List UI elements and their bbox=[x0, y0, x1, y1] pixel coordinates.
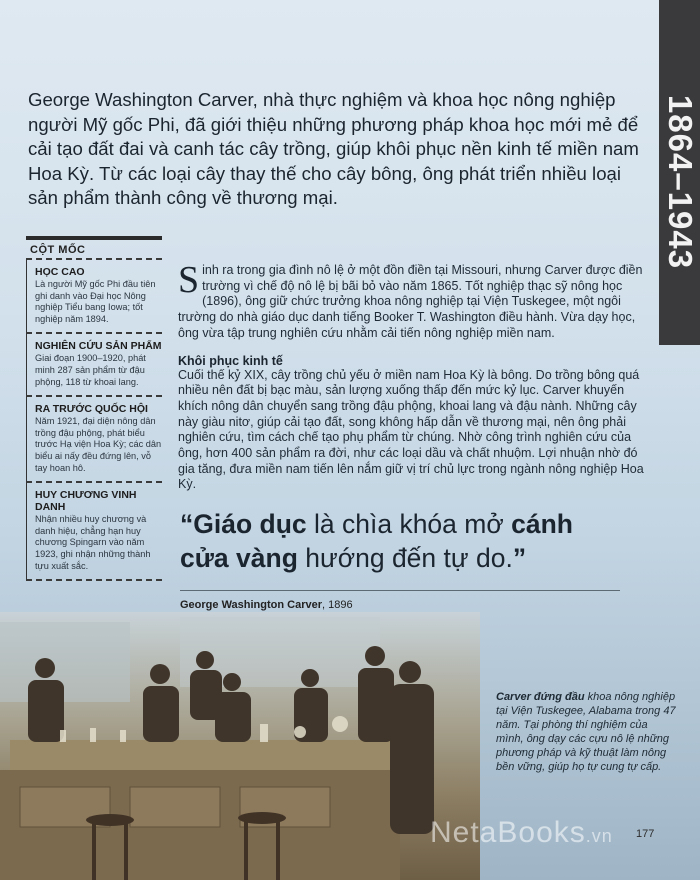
years-label: 1864–1943 bbox=[661, 94, 699, 270]
caption-lead: Carver đứng đầu bbox=[496, 691, 585, 703]
sidebar-heading: CỘT MỐC bbox=[30, 244, 86, 256]
drop-cap: S bbox=[178, 259, 200, 301]
body-paragraph-1 bbox=[178, 259, 648, 342]
milestone-text: Năm 1921, đại diện nông dân trồng đậu phộng, phát biểu trước Hạ viện Hoa Kỳ; các dân biểu ai nấy đều đứng lên, vỗ tay hoan hô. bbox=[35, 416, 162, 473]
body-text-1: inh ra trong gia đình nô lệ ở một đồn điền tại Missouri, nhưng Carver được điền trường vì chế độ nô lệ bị bãi bỏ vào năm 1865. Tốt nghiệp thạc sỹ nông học (1896), ông giữ chức trưởng khoa nông nghiệp tại Viện Tuskegee, một ngôi trường do nhà giáo dục danh tiếng Booker T. Washington điều hành. Vừa dạy học, ông vừa tập trung nghiên cứu nhằm cải tiến nông nghiệp miền nam. bbox=[178, 263, 643, 340]
milestone-item bbox=[26, 332, 162, 395]
milestones-sidebar bbox=[26, 236, 162, 581]
photo-caption bbox=[496, 690, 676, 774]
quote-emphasis-2: cánh cửa vàng bbox=[180, 509, 573, 573]
quote-divider bbox=[180, 590, 620, 591]
milestone-item bbox=[26, 258, 162, 332]
milestone-text: Là người Mỹ gốc Phi đầu tiên ghi danh vào Đại học Nông nghiệp Tiểu bang Iowa; tốt nghiệp năm 1894. bbox=[35, 279, 156, 324]
years-tab bbox=[659, 0, 700, 345]
milestone-title: NGHIÊN CỨU SẢN PHẨM bbox=[35, 340, 162, 353]
body-column bbox=[178, 259, 648, 493]
watermark-suffix: .vn bbox=[585, 826, 613, 846]
quote-emphasis-1: Giáo dục bbox=[193, 509, 307, 539]
quote-text-2: hướng đến tự do. bbox=[297, 543, 513, 573]
quote-year: , 1896 bbox=[322, 599, 353, 611]
quote-author: George Washington Carver bbox=[180, 599, 323, 611]
quote-text-1: là chìa khóa mở bbox=[306, 509, 512, 539]
milestone-text: Nhận nhiều huy chương và danh hiệu, chẳng hạn huy chương Spingarn vào năm 1923, ghi nhận những thành tựu xuất sắc. bbox=[35, 514, 151, 571]
intro-paragraph: George Washington Carver, nhà thực nghiệm và khoa học nông nghiệp người Mỹ gốc Phi, đã giới thiệu những phương pháp khoa học mới mẻ để cải tạo đất đai và canh tác cây trồng, giúp khôi phục nền kinh tế miền nam Hoa Kỳ. Từ các loại cây thay thế cho cây bông, ông phát triển nhiều loại sản phẩm thành công về thương mại. bbox=[28, 89, 639, 208]
milestone-item bbox=[26, 395, 162, 481]
quote-close-mark: ” bbox=[512, 543, 527, 573]
quote-attribution bbox=[180, 599, 353, 611]
body-paragraph-2: Cuối thế kỷ XIX, cây trồng chủ yếu ở miền nam Hoa Kỳ là bông. Do trồng bông quá nhiều nên đất bị bạc màu, sản lượng xuống thấp đến mức kỷ lục. Carver khuyến khích nông dân chuyển sang trồng đậu phộng, khoai lang và đậu nành. Những cây này giàu nitơ, giúp cải tạo đất, song không hấp dẫn về thương mại, nên ông phải nghiên cứu, tìm cách chế tạo phụ phẩm từ chúng. Nhờ công trình nghiên cứu của ông, hơn 400 sản phẩm ra đời, như các loại dầu và chất nhuộm. Lợi nhuận nhờ đó gia tăng, đưa miền nam tiến lên nắm giữ vị trí chủ lực trong ngành nông nghiệp Hoa Kỳ. bbox=[178, 367, 644, 492]
milestone-title: HUY CHƯƠNG VINH DANH bbox=[35, 489, 137, 514]
laboratory-photo bbox=[0, 612, 480, 880]
publisher-watermark bbox=[430, 816, 613, 850]
pull-quote bbox=[180, 507, 620, 575]
milestone-title: HỌC CAO bbox=[35, 266, 85, 278]
milestone-title: RA TRƯỚC QUỐC HỘI bbox=[35, 403, 148, 416]
milestone-text: Giai đoạn 1900–1920, phát minh 287 sản phẩm từ đậu phộng, 118 từ khoai lang. bbox=[35, 353, 146, 387]
watermark-main: NetaBooks bbox=[430, 816, 586, 849]
quote-open-mark: “ bbox=[180, 509, 194, 539]
section-subheading: Khôi phục kinh tế bbox=[178, 353, 283, 368]
laboratory-illustration bbox=[0, 612, 480, 880]
milestone-item bbox=[26, 481, 162, 581]
page-number: 177 bbox=[636, 828, 655, 840]
caption-text: khoa nông nghiệp tại Viện Tuskegee, Alabama trong 47 năm. Tại phòng thí nghiệm của mình, ông dạy các cựu nô lệ những phương pháp và kỹ thuật làm nông bền vững, giúp họ tự cung tự cấp. bbox=[496, 691, 676, 773]
